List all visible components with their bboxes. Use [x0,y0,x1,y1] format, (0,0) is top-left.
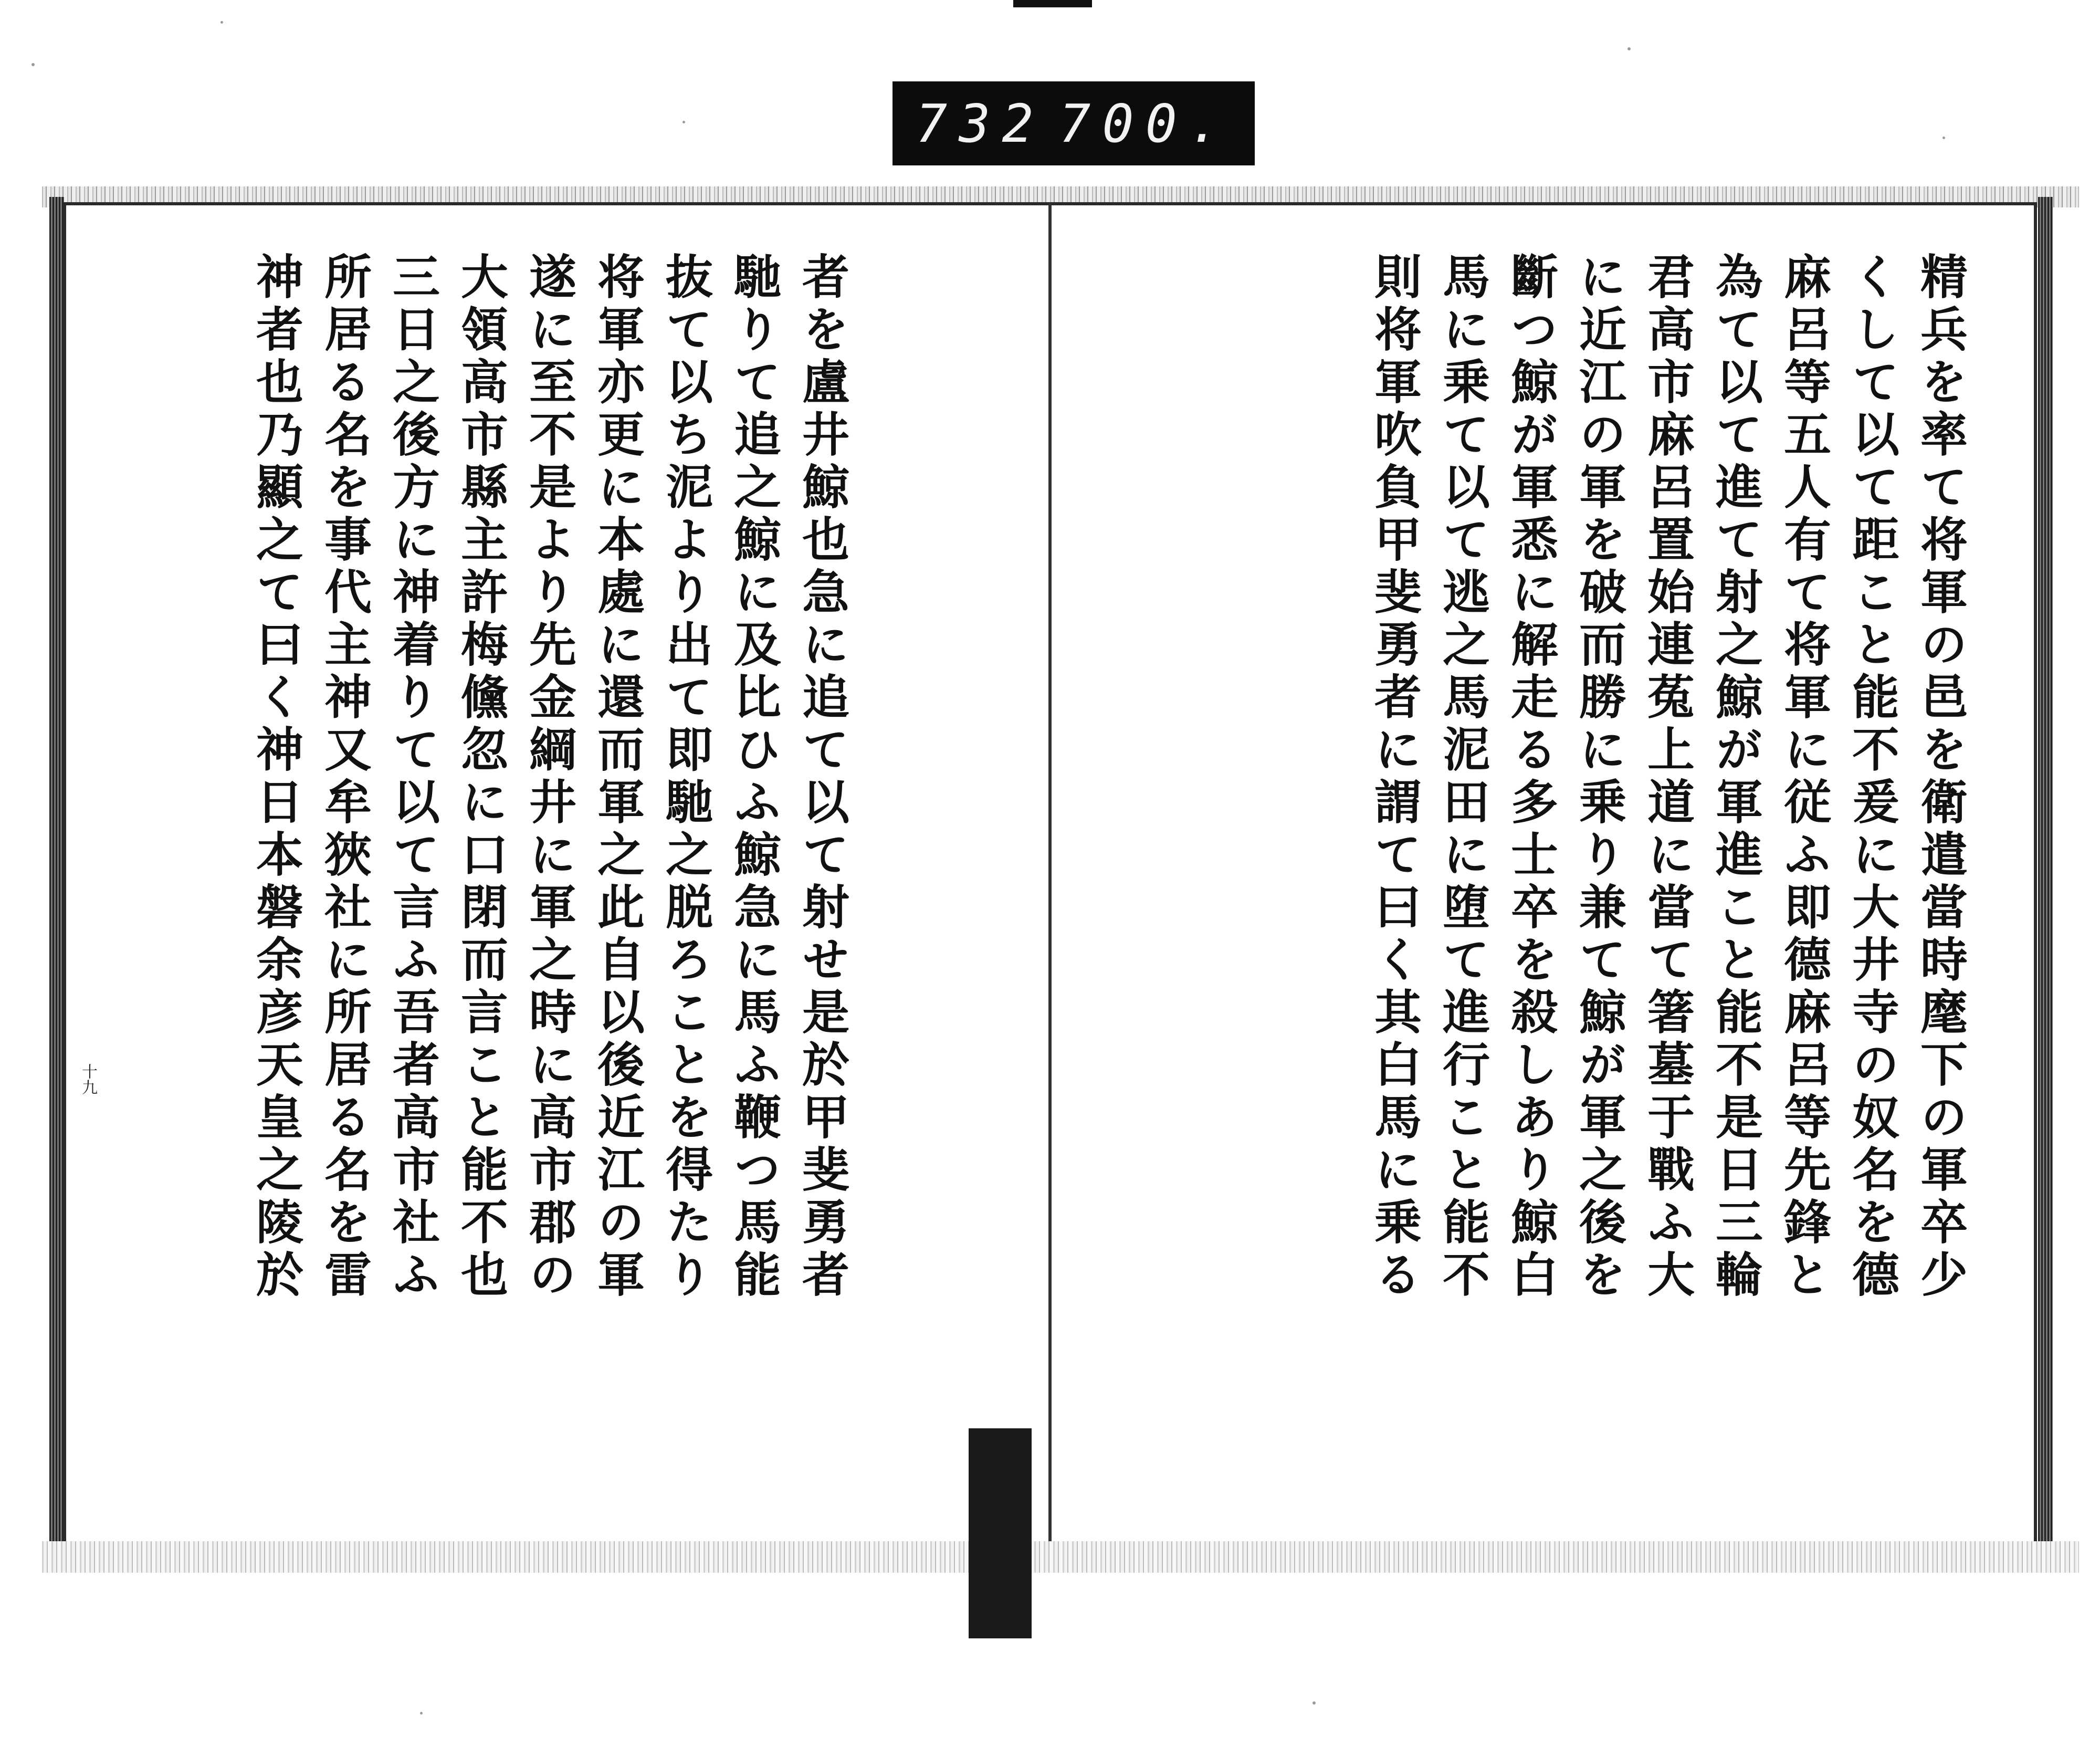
text-column: 馬に乗て以て逃之馬泥田に堕て進行こと能不 [1434,252,1490,1302]
text-column: 為て以て進て射之鯨が軍進こと能不是日三輪 [1707,252,1763,1302]
text-column: 遂に至不是より先金綱井に軍之時に高市郡の [521,252,576,1302]
frame-number-right: 700. [1059,92,1232,154]
text-column: 君高市麻呂置始連菟上道に當て箸墓于戰ふ大 [1639,252,1695,1302]
text-column: 将軍亦更に本處に還而軍之此自以後近江の軍 [589,252,645,1302]
left-page-text [121,252,856,1596]
scan-speck [1942,137,1945,139]
scan-speck [220,21,223,24]
text-column: 三日之後方に神着りて以て言ふ吾者高市社ふ [384,252,440,1302]
right-page-text [1202,252,1974,1596]
text-column: 神者也乃顯之て曰く神日本磐余彦天皇之陵於 [248,252,303,1302]
book-gutter-shadow [969,1428,1032,1638]
text-column: 大領高市縣主許梅儵忽に口閉而言こと能不也 [453,252,508,1302]
scan-speck [1312,1701,1316,1705]
page-folio-number: 十九 [79,1063,97,1095]
text-column: 麻呂等五人有て将軍に従ふ即德麻呂等先鋒と [1776,252,1831,1302]
scan-speck [420,1712,423,1715]
right-page-edges [2038,197,2053,1562]
text-column: 所居る名を事代主神又牟狹社に所居る名を雷 [316,252,372,1302]
text-column: に近江の軍を破而勝に乗り兼て鯨が軍之後を [1571,252,1626,1302]
scan-speck [682,121,685,123]
text-column: 則将軍吹負甲斐勇者に謂て曰く其白馬に乗る [1366,252,1422,1302]
scan-speck [1628,47,1631,50]
text-column: 抜て以ち泥より出て即馳之脱ろことを得たり [657,252,713,1302]
left-page-edges [49,197,64,1562]
scan-speck [32,63,35,66]
text-column: 者を盧井鯨也急に追て以て射せ是於甲斐勇者 [794,252,849,1302]
frame-number-label [892,81,1255,165]
text-column: 馳りて追之鯨に及比ひふ鯨急に馬ふ鞭つ馬能 [726,252,781,1302]
text-column: くして以て距こと能不爰に大井寺の奴名を德 [1844,252,1899,1302]
top-clip-mark [1013,0,1092,7]
text-column: 精兵を率て将軍の邑を衛遣當時麾下の軍卒少 [1912,252,1968,1302]
text-column: 斷つ鯨が軍悉に解走る多士卒を殺しあり鯨白 [1503,252,1558,1302]
frame-number-left: 732 [916,92,1045,154]
